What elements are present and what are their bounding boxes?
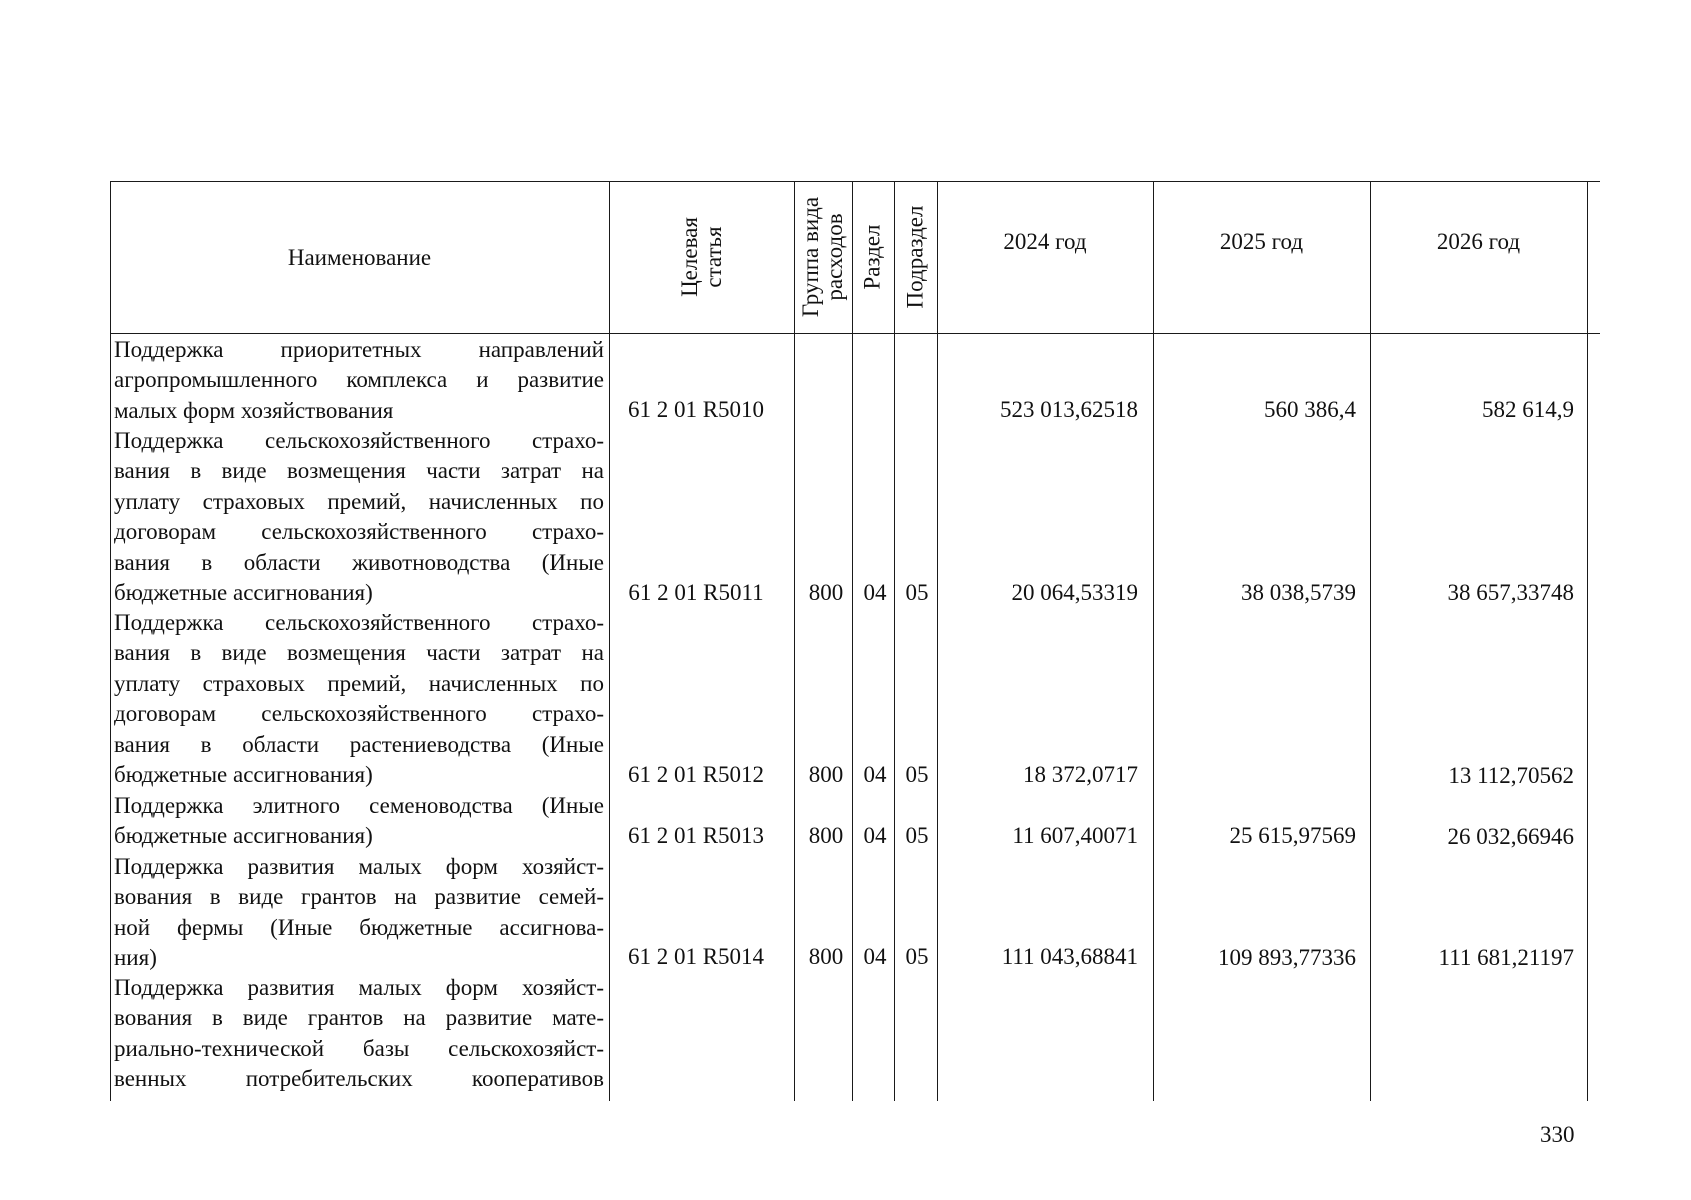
page-number: 330: [1540, 1122, 1575, 1147]
row-2025: 109 893,77336: [1218, 945, 1356, 970]
header-2024: 2024 год: [1003, 229, 1087, 254]
header-subsection: Подраздел: [902, 205, 928, 309]
row-2026: 38 657,33748: [1447, 580, 1574, 605]
header-section: Раздел: [860, 224, 885, 290]
header-target: Целевая статья: [676, 217, 726, 297]
grid-line: [1587, 181, 1588, 1101]
row-code: 61 2 01 R5010: [627, 397, 765, 422]
row-group: 800: [808, 823, 844, 848]
row-name: Поддержка сельскохозяйственного страхо- вания в виде возмещения части затрат на уплату страховых премий, начисленных по договорам сельскохозяйственного страхо- вания в области растениеводства (Иные бюджетные ассигнования): [114, 610, 604, 788]
row-group: 800: [808, 762, 844, 787]
row-2024: 20 064,53319: [1011, 580, 1138, 605]
row-2026: 582 614,9: [1482, 397, 1574, 422]
row-2026: 13 112,70562: [1448, 763, 1574, 788]
row-group: 800: [808, 580, 844, 605]
row-section: 04: [863, 823, 887, 848]
row-subsection: 05: [905, 762, 929, 787]
row-code: 61 2 01 R5013: [627, 823, 765, 848]
row-subsection: 05: [905, 580, 929, 605]
row-2025: 38 038,5739: [1241, 580, 1356, 605]
row-code: 61 2 01 R5012: [627, 762, 765, 787]
header-group: Группа вида расходов: [798, 196, 848, 318]
row-2024: 18 372,0717: [1023, 762, 1138, 787]
row-code: 61 2 01 R5014: [627, 944, 765, 969]
row-2025: 560 386,4: [1264, 397, 1356, 422]
row-code: 61 2 01 R5011: [628, 580, 764, 605]
row-group: 800: [808, 944, 844, 969]
header-2026: 2026 год: [1436, 229, 1521, 254]
row-2024: 111 043,68841: [1001, 944, 1138, 969]
row-section: 04: [863, 944, 887, 969]
row-section: 04: [863, 580, 887, 605]
row-section: 04: [863, 762, 887, 787]
row-name: Поддержка развития малых форм хозяйст- вования в виде грантов на развитие семей- ной фермы (Иные бюджетные ассигнова- ния): [114, 854, 604, 971]
row-2024: 11 607,40071: [1012, 823, 1138, 848]
row-2026: 111 681,21197: [1438, 945, 1574, 970]
row-name: Поддержка элитного семеноводства (Иные бюджетные ассигнования): [114, 793, 604, 849]
budget-table: [110, 181, 1600, 1101]
row-name: Поддержка сельскохозяйственного страхо- вания в виде возмещения части затрат на уплату страховых премий, начисленных по договорам сельскохозяйственного страхо- вания в области животноводства (Иные бюджетные ассигнования): [114, 428, 604, 606]
row-subsection: 05: [905, 944, 929, 969]
row-2026: 26 032,66946: [1447, 824, 1574, 849]
header-name: Наименование: [287, 244, 432, 270]
row-name: Поддержка развития малых форм хозяйст- вования в виде грантов на развитие мате- риально-технической базы сельскохозяйст- венных потребительских кооперативов: [114, 975, 604, 1092]
row-2024: 523 013,62518: [1000, 397, 1138, 422]
row-2025: 25 615,97569: [1229, 823, 1356, 848]
row-subsection: 05: [905, 823, 929, 848]
row-name: Поддержка приоритетных направлений агропромышленного комплекса и развитие малых форм хозяйствования: [114, 337, 604, 423]
header-2025: 2025 год: [1219, 229, 1304, 254]
header-bottom-border: [110, 333, 1600, 334]
